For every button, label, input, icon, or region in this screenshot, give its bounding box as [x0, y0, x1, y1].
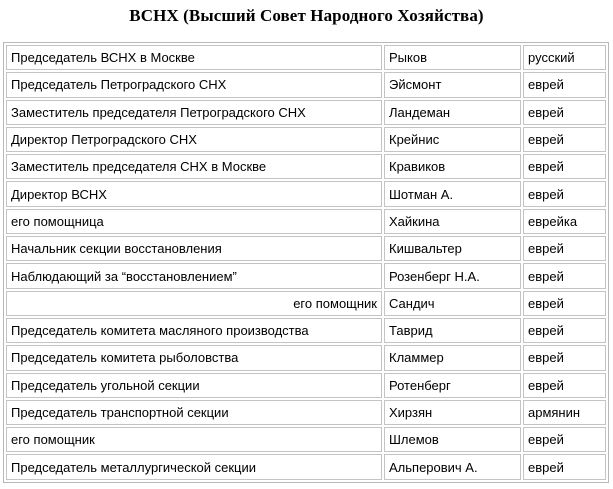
nationality-cell: еврей [523, 373, 606, 398]
name-cell: Ландеман [384, 100, 521, 125]
position-cell: Начальник секции восстановления [6, 236, 382, 261]
name-cell: Кишвальтер [384, 236, 521, 261]
personnel-table [3, 42, 609, 483]
table-body [6, 45, 606, 480]
name-cell: Хирзян [384, 400, 521, 425]
position-cell: Председатель транспортной секции [6, 400, 382, 425]
nationality-cell: еврей [523, 127, 606, 152]
table-row [6, 373, 606, 398]
name-cell: Кравиков [384, 154, 521, 179]
table-row [6, 345, 606, 370]
name-cell: Шотман А. [384, 181, 521, 206]
name-cell: Альперович А. [384, 454, 521, 479]
name-cell: Рыков [384, 45, 521, 70]
name-cell: Крейнис [384, 127, 521, 152]
nationality-cell: еврей [523, 291, 606, 316]
nationality-cell: еврей [523, 427, 606, 452]
table-row [6, 181, 606, 206]
nationality-cell: еврей [523, 236, 606, 261]
table-row [6, 72, 606, 97]
nationality-cell: еврей [523, 181, 606, 206]
name-cell: Сандич [384, 291, 521, 316]
table-row [6, 236, 606, 261]
nationality-cell: еврей [523, 345, 606, 370]
position-cell: Председатель комитета масляного производства [6, 318, 382, 343]
position-cell: его помощник [6, 291, 382, 316]
position-cell: Председатель ВСНХ в Москве [6, 45, 382, 70]
position-cell: Председатель металлургической секции [6, 454, 382, 479]
name-cell: Кламмер [384, 345, 521, 370]
nationality-cell: армянин [523, 400, 606, 425]
name-cell: Розенберг Н.А. [384, 263, 521, 288]
nationality-cell: еврейка [523, 209, 606, 234]
position-cell: Директор ВСНХ [6, 181, 382, 206]
position-cell: Заместитель председателя Петроградского СНХ [6, 100, 382, 125]
name-cell: Шлемов [384, 427, 521, 452]
nationality-cell: еврей [523, 154, 606, 179]
table-row [6, 427, 606, 452]
table-row [6, 454, 606, 479]
position-cell: его помощник [6, 427, 382, 452]
nationality-cell: еврей [523, 72, 606, 97]
nationality-cell: еврей [523, 454, 606, 479]
table-row [6, 127, 606, 152]
page-title: ВСНХ (Высший Совет Народного Хозяйства) [129, 6, 484, 25]
table-row [6, 45, 606, 70]
position-cell: Директор Петроградского СНХ [6, 127, 382, 152]
table-row [6, 154, 606, 179]
table-row [6, 100, 606, 125]
nationality-cell: еврей [523, 263, 606, 288]
nationality-cell: еврей [523, 100, 606, 125]
position-cell: Председатель комитета рыболовства [6, 345, 382, 370]
position-cell: Председатель Петроградского СНХ [6, 72, 382, 97]
table-row [6, 291, 606, 316]
table-row [6, 318, 606, 343]
name-cell: Ротенберг [384, 373, 521, 398]
position-cell: Заместитель председателя СНХ в Москве [6, 154, 382, 179]
name-cell: Хайкина [384, 209, 521, 234]
position-cell: Наблюдающий за “восстановлением” [6, 263, 382, 288]
table-row [6, 209, 606, 234]
name-cell: Эйсмонт [384, 72, 521, 97]
table-row [6, 263, 606, 288]
name-cell: Таврид [384, 318, 521, 343]
table-row [6, 400, 606, 425]
nationality-cell: русский [523, 45, 606, 70]
position-cell: Председатель угольной секции [6, 373, 382, 398]
nationality-cell: еврей [523, 318, 606, 343]
position-cell: его помощница [6, 209, 382, 234]
